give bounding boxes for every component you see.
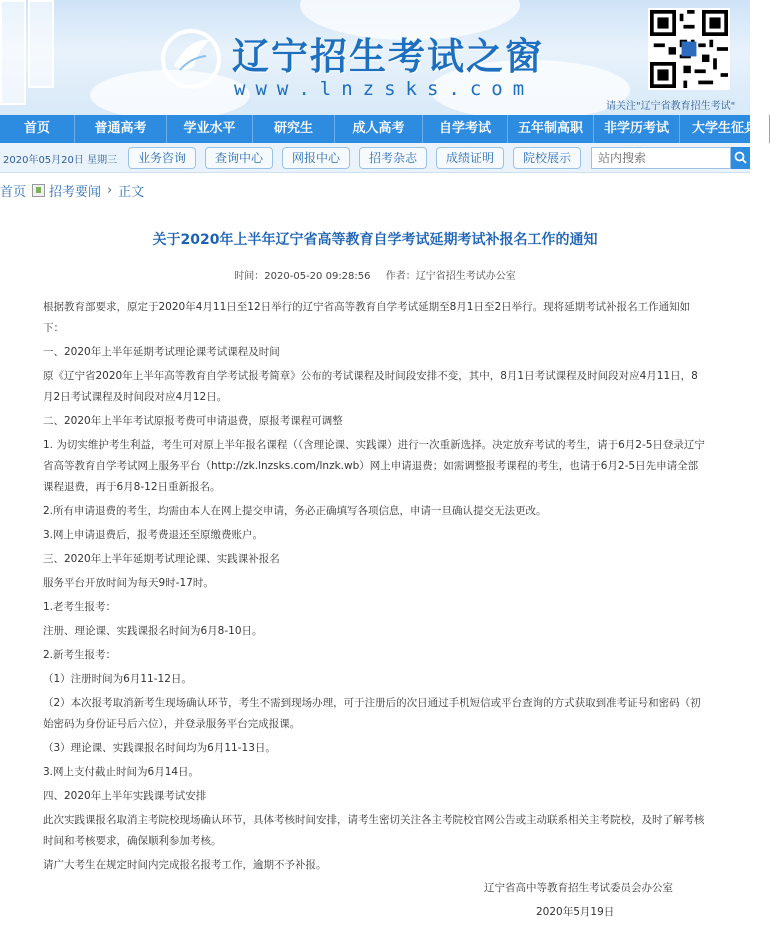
query-center-button[interactable]: 查询中心: [205, 147, 273, 169]
nav-item-xueye[interactable]: 学业水平: [167, 115, 253, 143]
article-paragraph: 2.新考生报考：: [43, 649, 117, 661]
banner-window-decoration: [0, 0, 26, 105]
nav-item-non-degree[interactable]: 非学历考试: [594, 115, 680, 143]
search-input[interactable]: [591, 147, 731, 169]
article-meta: [0, 267, 750, 282]
article-title: 关于2020年上半年辽宁省高等教育自学考试延期考试补报名工作的通知: [152, 232, 598, 248]
article-paragraph: 原《辽宁省2020年上半年高等教育自学考试报考简章》公布的考试课程及时间段安排不变，其中，8月1日考试课程及时间段对应4月11日，8月2日考试课程及时间段对应4月12日。: [43, 370, 698, 403]
site-url: www.lnzsks.com: [234, 78, 535, 100]
search-button[interactable]: [731, 147, 750, 169]
article-heading: 三、2020年上半年延期考试理论课、实践课补报名: [43, 553, 280, 565]
nav-item-vocational[interactable]: 五年制高职: [508, 115, 594, 143]
magazine-button[interactable]: 招考杂志: [359, 147, 427, 169]
consult-button[interactable]: 业务咨询: [128, 147, 196, 169]
article-paragraph: 3.网上申请退费后，报考费退还至原缴费账户。: [43, 529, 264, 541]
site-banner: [0, 0, 750, 115]
article-paragraph: 此次实践课报名取消主考院校现场确认环节，具体考核时间安排，请考生密切关注各主考院校官网公告或主动联系相关主考院校，及时了解考核时间和考核要求，确保顺利参加考核。: [43, 814, 705, 847]
breadcrumb-separator-icon: ›: [107, 182, 113, 198]
online-registration-button[interactable]: 网报中心: [282, 147, 350, 169]
main-nav: [0, 115, 757, 143]
nav-item-graduate[interactable]: 研究生: [253, 115, 335, 143]
logo-icon: [160, 28, 222, 90]
article-paragraph: 2.所有申请退费的考生，均需由本人在网上提交申请，务必正确填写各项信息，申请一旦确认提交无法更改。: [43, 505, 547, 517]
signature-org: 辽宁省高中等教育招生考试委员会办公室: [484, 882, 673, 894]
article-paragraph: 注册、理论课、实践课报名时间为6月8-10日。: [43, 625, 263, 637]
college-showcase-button[interactable]: 院校展示: [513, 147, 581, 169]
article-heading: 四、2020年上半年实践课考试安排: [43, 790, 207, 802]
article-content: [43, 297, 708, 879]
search-icon: [734, 151, 747, 164]
nav-item-enlistment[interactable]: 大学生征兵: [680, 115, 770, 143]
article-time: 时间：2020-05-20 09:28:56: [234, 271, 371, 282]
nav-item-adult[interactable]: 成人高考: [335, 115, 423, 143]
breadcrumb: [0, 180, 144, 200]
article-paragraph: 请广大考生在规定时间内完成报名报考工作，逾期不予补报。: [43, 859, 327, 871]
nav-item-home[interactable]: 首页: [0, 115, 75, 143]
signature-date: 2020年5月19日: [536, 906, 615, 918]
article-paragraph: （3）理论课、实践课报名时间均为6月11-13日。: [43, 742, 276, 754]
toolbar: [0, 143, 750, 173]
nav-item-gaokao[interactable]: 普通高考: [75, 115, 167, 143]
article-paragraph: （1）注册时间为6月11-12日。: [43, 673, 192, 685]
qr-code-icon: [648, 8, 730, 90]
article-signature: [484, 876, 673, 924]
article-heading: 二、2020年上半年考试原报考费可申请退费，原报考课程可调整: [43, 415, 343, 427]
score-certificate-button[interactable]: 成绩证明: [436, 147, 504, 169]
current-date: 2020年05月20日 星期三: [3, 155, 118, 166]
article-author: 作者：辽宁省招生考试办公室: [385, 271, 516, 282]
qr-caption: 请关注"辽宁省教育招生考试": [606, 101, 736, 112]
nav-item-self-study[interactable]: 自学考试: [423, 115, 508, 143]
article-paragraph: 3.网上支付截止时间为6月14日。: [43, 766, 200, 778]
article-heading: 一、2020年上半年延期考试理论课考试课程及时间: [43, 346, 280, 358]
breadcrumb-section[interactable]: 招考要闻: [49, 184, 102, 200]
breadcrumb-home[interactable]: 首页: [0, 184, 27, 200]
site-title: 辽宁招生考试之窗: [232, 35, 544, 78]
article-paragraph: （2）本次报考取消新考生现场确认环节，考生不需到现场办理，可于注册后的次日通过手机短信或平台查询的方式获取到准考证号和密码（初始密码为身份证号后六位），并登录服务平台完成报课。: [43, 697, 701, 730]
banner-window-decoration: [28, 0, 54, 88]
article-paragraph: 根据教育部要求，原定于2020年4月11日至12日举行的辽宁省高等教育自学考试延期至8月1日至2日举行。现将延期考试补报名工作通知如下：: [43, 301, 691, 334]
article-paragraph: 1.老考生报考：: [43, 601, 117, 613]
article-paragraph: 1. 为切实维护考生利益，考生可对原上半年报名课程（（含理论课、实践课）进行一次重新选择。决定放弃考试的考生，请于6月2-5日登录辽宁省高等教育自学考试网上服务平台（http://zk.lnzsks.com/lnzk.wb）网上申请退费；如需调整报考课程的考生，也请于6月2-5日先申请全部课程退费，再于6月8-12日重新报名。: [43, 439, 705, 493]
breadcrumb-current: 正文: [118, 184, 145, 200]
broken-image-icon: [32, 184, 45, 197]
article-paragraph: 服务平台开放时间为每天9时-17时。: [43, 577, 214, 589]
